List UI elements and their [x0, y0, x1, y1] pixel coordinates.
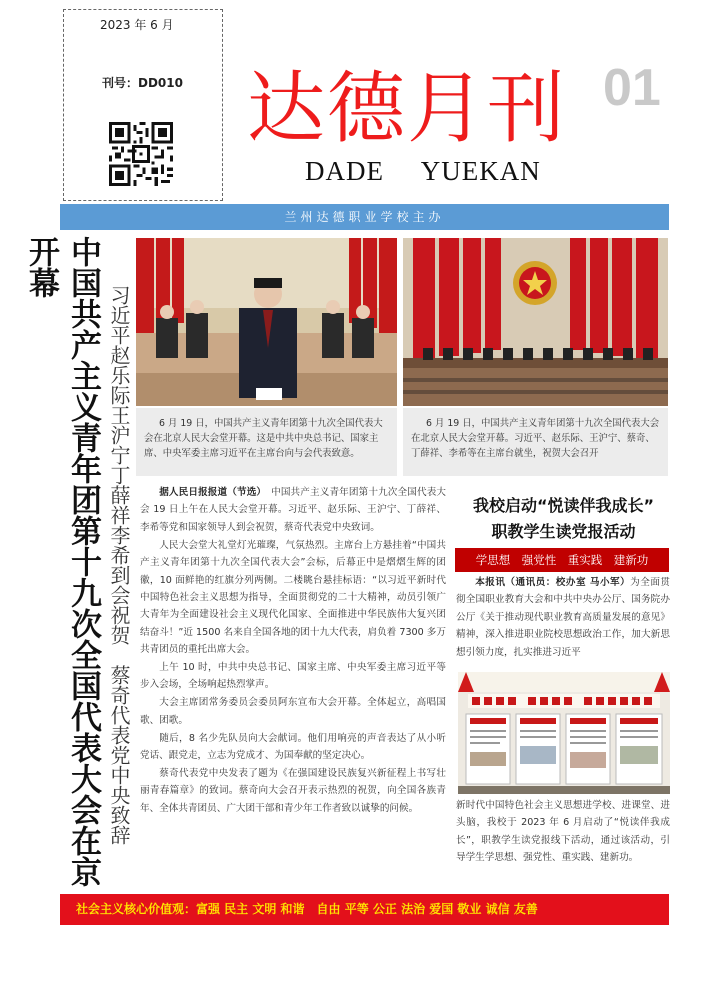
article-lead-text: 中国共产主义青年团第十九次全国代表大会 19 日上午在人民大会堂开幕。习近平、赵乐际、王沪宁、丁薛祥、李希等党和国家领导人到会祝贺，蔡奇代表党中央致词。	[140, 487, 447, 533]
issue-number: 01	[603, 59, 661, 117]
side-title-line-2: 职教学生读党报活动	[491, 522, 636, 541]
photo-leader-greeting	[136, 238, 397, 406]
photo-newspaper-exhibit	[458, 672, 670, 794]
side-article-body-continued: 新时代中国特色社会主义思想进学校、进课堂、进头脑，我校于 2023 年 6 月启动了“悦读伴我成长”，职教学生读党报线下活动，通过该活动，引导学生学思想、强党性、重实践、建新功。	[456, 800, 670, 864]
main-headline: 中国共产主义青年团第十九次全国代表大会在京开幕	[23, 236, 101, 887]
photo-congress-hall	[403, 238, 668, 406]
side-article-reporter: 本报讯（通讯员：校办室 马小军）	[475, 577, 631, 588]
photo-caption-1: 6 月 19 日，中国共产主义青年团第十九次全国代表大会在北京人民大会堂开幕。这是中共中央总书记、国家主席、中央军委主席习近平在主席台向与会代表致意。	[136, 408, 397, 476]
issue-date: 2023 年 6 月	[100, 18, 174, 32]
side-article-body	[456, 574, 670, 661]
side-article-text: 为全面贯彻全国职业教育大会和中共中央办公厅、国务院办公厅《关于推动现代职业教育高质量发展的意见》精神，深入推进职业院校思想政治工作，加大新思想引领力度，扎实推进习近平	[456, 577, 670, 658]
masthead	[237, 38, 603, 190]
issue-info-box	[63, 9, 223, 201]
core-values-footer: 社会主义核心价值观：富强 民主 文明 和谐 自由 平等 公正 法治 爱国 敬业 诚信 友善	[60, 894, 669, 925]
article-paragraph: 人民大会堂大礼堂灯光璀璨，气氛热烈。主席台上方悬挂着“中国共产主义青年团第十九次全国代表大会”会标，后幕正中是熠熠生辉的团徽，10 面鲜艳的红旗分列两侧。二楼眺台悬挂标语：“以习近平新时代中国特色社会主义思想为指导，全面贯彻党的二十大精神，动员引领广大青年为全面建设社会主义现代化国家、全面推进中华民族伟大复兴团结奋斗！”近 1500 名来自全国各地的团十九大代表，肩负着 7300 多万共青团员的重托出席大会。	[140, 539, 446, 656]
qr-code-icon	[109, 122, 173, 186]
slogan-bar: 学思想 强党性 重实践 建新功	[455, 548, 669, 572]
article-paragraph: 上午 10 时，中共中央总书记、国家主席、中央军委主席习近平等步入会场，全场响起热烈掌声。	[140, 662, 446, 691]
article-paragraph: 大会主席团常务委员会委员阿东宣布大会开幕。全体起立，高唱国歌、团歌。	[140, 697, 446, 726]
article-lead-paragraph	[140, 484, 446, 536]
side-article-title	[451, 493, 676, 545]
publisher-banner: 兰州达德职业学校主办	[60, 204, 669, 230]
publication-title: 达德月刊	[247, 64, 568, 154]
publication-pinyin: DADE YUEKAN	[305, 156, 541, 186]
article-source: 据人民日报报道（节选）	[159, 487, 262, 498]
photo-caption-2: 6 月 19 日，中国共产主义青年团第十九次全国代表大会在北京人民大会堂开幕。习近平、赵乐际、王沪宁、蔡奇、丁薛祥、李希等在主席台就坐，祝贺大会召开	[403, 408, 668, 476]
side-title-line-1: 我校启动“悦读伴我成长”	[472, 496, 655, 515]
issue-code: 刊号：DD010	[102, 76, 183, 90]
sub-headline: 习近平赵乐际王沪宁丁薛祥李希到会祝贺 蔡奇代表党中央致辞	[107, 285, 131, 845]
article-paragraph: 随后，8 名少先队员向大会献词。他们用响亮的声音表达了从小听党话、跟党走，立志为党成才、为国奉献的坚定决心。	[140, 732, 446, 762]
article-paragraph: 蔡奇代表党中央发表了题为《在强国建设民族复兴新征程上书写壮丽青春篇章》的致词。蔡奇向大会召开表示热烈的祝贺，向全国各族青年、全体共青团员、广大团干部和青少年工作者致以诚挚的问候。	[140, 768, 446, 814]
main-article	[140, 484, 446, 818]
